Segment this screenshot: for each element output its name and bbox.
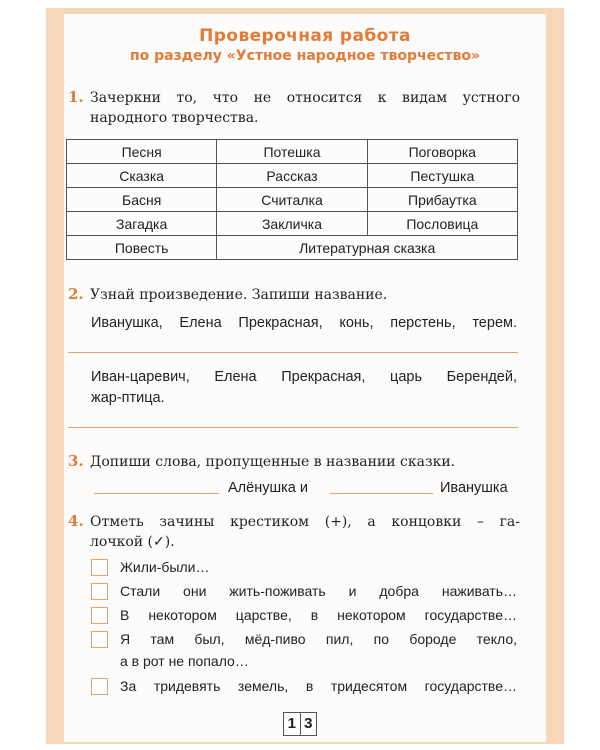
question-3-number: 3. xyxy=(68,452,84,470)
table-cell[interactable]: Пословица xyxy=(367,212,517,236)
list-item-4-line2: а в рот не попало… xyxy=(120,653,249,669)
checkbox-item-5[interactable] xyxy=(91,678,108,695)
question-1-text-line1: Зачеркни то, что не относится к видам устного xyxy=(90,90,520,106)
table-cell[interactable]: Сказка xyxy=(67,164,217,188)
checkbox-item-3[interactable] xyxy=(91,607,108,624)
list-item-3: В некотором царстве, в некотором государстве… xyxy=(120,607,517,623)
page-number-digit-1: 1 xyxy=(287,715,296,732)
checkbox-item-2[interactable] xyxy=(91,583,108,600)
table-cell[interactable]: Пестушка xyxy=(367,164,517,188)
table-row xyxy=(67,188,518,212)
question-1-text-line2: народного творчества. xyxy=(90,110,259,126)
table-cell[interactable]: Считалка xyxy=(217,188,367,212)
genres-table xyxy=(66,139,518,260)
question-4-number: 4. xyxy=(68,512,84,530)
table-row xyxy=(67,212,518,236)
question-1-number: 1. xyxy=(68,88,84,106)
question-2-clue-2-line2: жар-птица. xyxy=(91,390,165,406)
question-2-clue-1: Иванушка, Елена Прекрасная, конь, перстень, терем. xyxy=(91,315,517,331)
question-4-text-line2: лочкой (✓). xyxy=(90,534,175,550)
page-title: Проверочная работа xyxy=(199,26,411,46)
question-2-text: Узнай произведение. Запиши название. xyxy=(90,287,388,303)
table-cell[interactable]: Потешка xyxy=(217,140,367,164)
table-cell[interactable]: Прибаутка xyxy=(367,188,517,212)
table-cell[interactable]: Литературная сказка xyxy=(217,236,518,260)
question-2-clue-2-line1: Иван-царевич, Елена Прекрасная, царь Берендей, xyxy=(91,369,517,385)
table-cell[interactable]: Закличка xyxy=(217,212,367,236)
page-number xyxy=(283,712,317,736)
list-item-4-line1: Я там был, мёд-пиво пил, по бороде текло, xyxy=(120,631,517,647)
list-item-1: Жили-были… xyxy=(120,559,210,575)
table-row xyxy=(67,164,518,188)
page-subtitle: по разделу «Устное народное творчество» xyxy=(129,48,481,64)
list-item-5: За тридевять земель, в тридесятом государстве… xyxy=(120,678,517,694)
page-number-digit-2: 3 xyxy=(300,713,317,735)
checkbox-item-4[interactable] xyxy=(91,631,108,648)
table-cell[interactable]: Повесть xyxy=(67,236,217,260)
table-row xyxy=(67,236,518,260)
answer-blank-2[interactable] xyxy=(330,493,433,494)
table-cell[interactable]: Песня xyxy=(67,140,217,164)
question-3-word-1: Алёнушка и xyxy=(228,480,308,496)
question-4-text-line1: Отметь зачины крестиком (+), а концовки – га- xyxy=(90,514,520,530)
question-3-text: Допиши слова, пропущенные в названии сказки. xyxy=(90,454,456,470)
table-cell[interactable]: Рассказ xyxy=(217,164,367,188)
table-cell[interactable]: Поговорка xyxy=(367,140,517,164)
answer-line-1[interactable] xyxy=(68,352,518,353)
table-row xyxy=(67,140,518,164)
table-cell[interactable]: Басня xyxy=(67,188,217,212)
answer-line-2[interactable] xyxy=(68,427,518,428)
checkbox-item-1[interactable] xyxy=(91,559,108,576)
answer-blank-1[interactable] xyxy=(94,493,219,494)
table-cell[interactable]: Загадка xyxy=(67,212,217,236)
question-2-number: 2. xyxy=(68,285,84,303)
list-item-2: Стали они жить-поживать и добра наживать… xyxy=(120,583,517,599)
question-3-word-2: Иванушка xyxy=(440,480,508,496)
